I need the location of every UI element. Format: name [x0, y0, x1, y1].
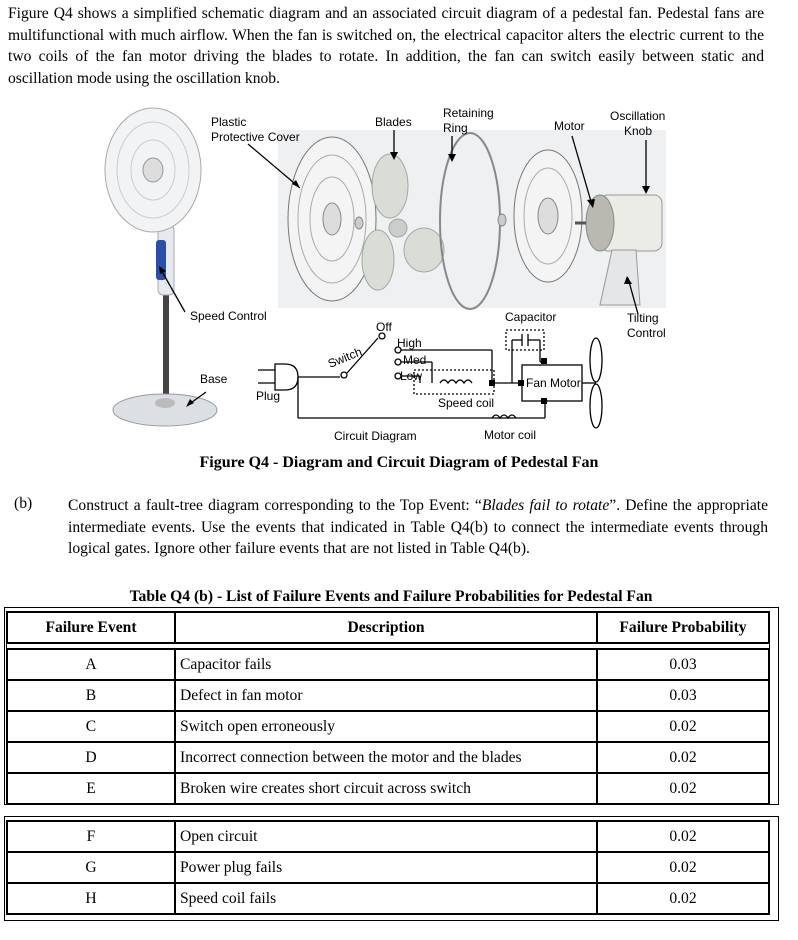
- switch-contact: [341, 372, 347, 378]
- table-row: [7, 883, 769, 914]
- header-description: Description: [175, 612, 597, 643]
- label-control: Control: [627, 326, 666, 340]
- label-knob: Knob: [624, 124, 653, 138]
- question-text-after: ”. Define the appropriate intermediate events. Use the events that indicated in Table Q4(b) to connect the intermediate events through logical gates. Ignore other failure events that are not listed in Table Q4(b).: [68, 497, 768, 557]
- label-motor: Motor: [554, 119, 585, 133]
- label-off: Off: [376, 320, 392, 334]
- event-probability: 0.02: [597, 742, 769, 773]
- event-probability: 0.02: [597, 821, 769, 852]
- back-cover-illustration: [514, 150, 582, 282]
- event-id: C: [7, 711, 175, 742]
- table-caption: Table Q4 (b) - List of Failure Events and Failure Probabilities for Pedestal Fan: [129, 588, 653, 605]
- label-oscillation: Oscillation: [610, 109, 666, 123]
- event-probability: 0.03: [597, 680, 769, 711]
- header-failure-event: Failure Event: [7, 612, 175, 643]
- question-text: [68, 495, 768, 560]
- event-description: Open circuit: [175, 821, 597, 852]
- label-high: High: [397, 336, 422, 350]
- label-speed-coil: Speed coil: [438, 396, 495, 410]
- event-id: H: [7, 883, 175, 914]
- label-fan-motor: Fan Motor: [526, 376, 581, 390]
- label-plastic: Plastic: [211, 115, 247, 129]
- protective-cover-illustration: [288, 137, 376, 301]
- table-row: [7, 852, 769, 883]
- table-header-row: [7, 612, 769, 643]
- event-description: Power plug fails: [175, 852, 597, 883]
- header-failure-probability: Failure Probability: [597, 612, 769, 643]
- label-med: Med: [403, 353, 427, 367]
- failure-events-table-continued: [6, 820, 770, 915]
- event-id: D: [7, 742, 175, 773]
- table-row: [7, 711, 769, 742]
- label-motor-coil: Motor coil: [484, 428, 537, 442]
- label-ring: Ring: [443, 121, 468, 135]
- event-probability: 0.02: [597, 773, 769, 804]
- event-id: B: [7, 680, 175, 711]
- figure-caption: Figure Q4 - Diagram and Circuit Diagram of Pedestal Fan: [199, 454, 599, 471]
- label-blades: Blades: [375, 115, 412, 129]
- failure-events-table: [6, 611, 770, 805]
- label-base: Base: [200, 372, 228, 386]
- event-id: A: [7, 649, 175, 680]
- label-tilting: Tilting: [627, 311, 659, 325]
- label-retaining: Retaining: [443, 106, 494, 120]
- event-description: Incorrect connection between the motor and the blades: [175, 742, 597, 773]
- event-description: Broken wire creates short circuit across switch: [175, 773, 597, 804]
- figure-q4: [0, 100, 798, 452]
- table-row: [7, 742, 769, 773]
- event-probability: 0.02: [597, 883, 769, 914]
- event-description: Defect in fan motor: [175, 680, 597, 711]
- event-id: F: [7, 821, 175, 852]
- intro-paragraph: Figure Q4 shows a simplified schematic diagram and an associated circuit diagram of a pedestal fan. Pedestal fans are multifunctional with much airflow. When the fan is switched on, the electrical capacitor alters the electric current to the two coils of the fan motor driving the blades to rotate. In addition, the fan can switch easily between static and oscillation mode using the oscillation knob.: [8, 5, 764, 87]
- event-id: G: [7, 852, 175, 883]
- table-row: [7, 821, 769, 852]
- label-capacitor: Capacitor: [505, 310, 557, 324]
- event-description: Speed coil fails: [175, 883, 597, 914]
- plug-symbol: [258, 364, 298, 390]
- fan-diagram: [0, 100, 798, 452]
- event-probability: 0.03: [597, 649, 769, 680]
- label-protective-cover: Protective Cover: [211, 130, 300, 144]
- event-probability: 0.02: [597, 852, 769, 883]
- label-circuit-diagram: Circuit Diagram: [334, 429, 417, 443]
- event-id: E: [7, 773, 175, 804]
- event-description: Capacitor fails: [175, 649, 597, 680]
- label-speed-control: Speed Control: [190, 309, 267, 323]
- question-text-before: Construct a fault-tree diagram corresponding to the Top Event: “: [68, 497, 482, 514]
- event-description: Switch open erroneously: [175, 711, 597, 742]
- label-switch: Switch: [325, 344, 364, 371]
- label-plug: Plug: [256, 389, 281, 403]
- table-row: [7, 680, 769, 711]
- top-event: Blades fail to rotate: [481, 497, 610, 514]
- table-row: [7, 649, 769, 680]
- question-label: (b): [14, 495, 33, 512]
- table-row: [7, 773, 769, 804]
- event-probability: 0.02: [597, 711, 769, 742]
- label-low: Low: [400, 369, 423, 383]
